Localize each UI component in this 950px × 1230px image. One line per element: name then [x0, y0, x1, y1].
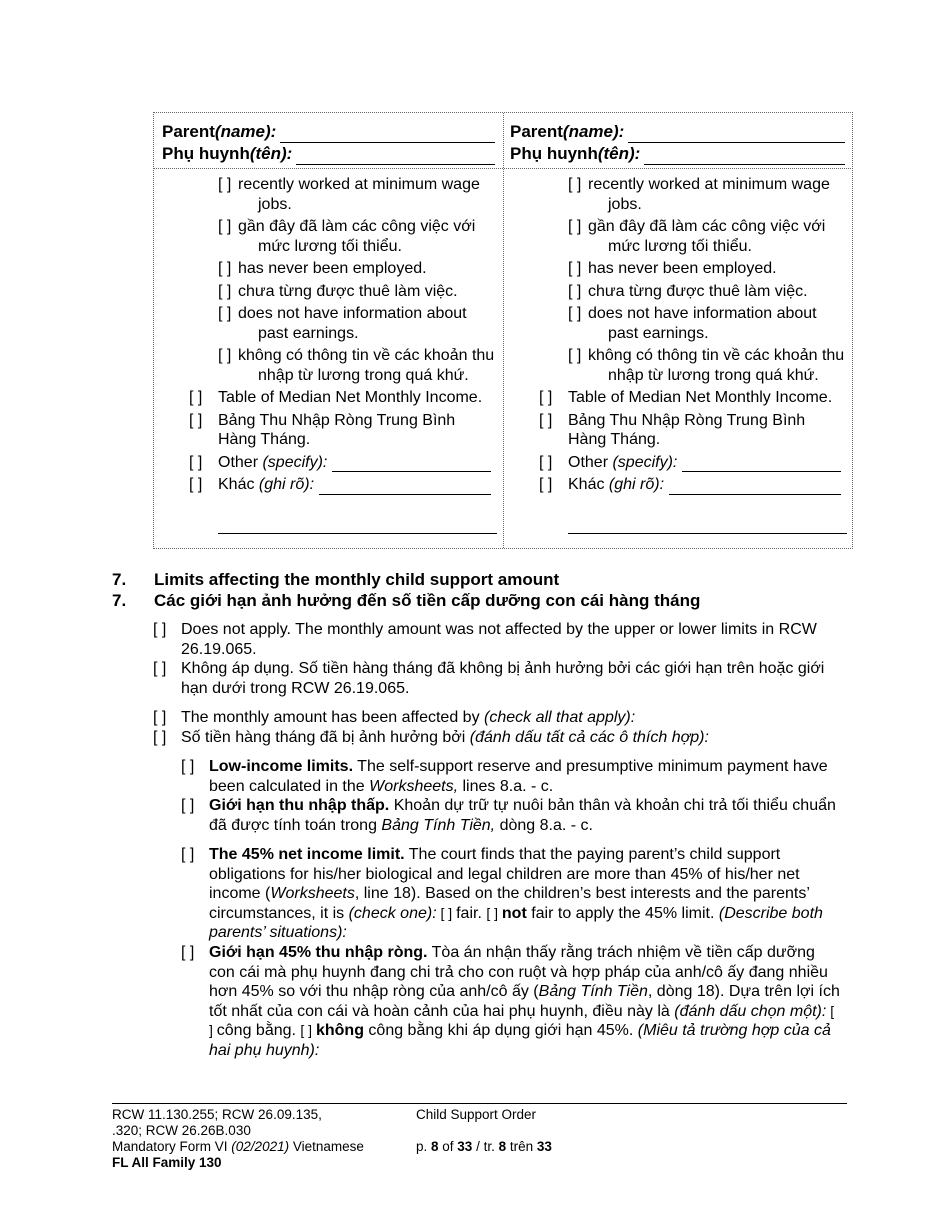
option-text: không có thông tin về các khoản thu nhập từ lương trong quá khứ. [588, 347, 845, 384]
other-spec: (specify): [612, 453, 678, 471]
option-text: Số tiền hàng tháng đã bị ảnh hưởng bởi [181, 729, 470, 746]
option-ref: Bảng Tính Tiền [538, 983, 648, 1000]
parent-column-1 [154, 113, 504, 548]
option-hint: (Miêu tả trường hợp của cả hai phụ huynh): [209, 1022, 831, 1059]
checkbox[interactable]: [ ] [568, 305, 582, 322]
parent-name-hint: (name): [214, 122, 277, 141]
checkbox[interactable]: [ ] [153, 621, 167, 638]
option-title: Giới hạn thu nhập thấp. [209, 797, 390, 814]
khac-field[interactable] [669, 478, 841, 495]
khac-label: Khác [218, 476, 255, 493]
checkbox[interactable]: [ ] [568, 218, 582, 235]
option-hint: (đánh dấu tất cả các ô thích hợp): [469, 729, 709, 746]
fair-checkbox[interactable]: [ ] [209, 1002, 835, 1038]
not-fair-checkbox[interactable]: [ ] [300, 1022, 316, 1038]
option-text: gần đây đã làm các công việc với mức lương tối thiểu. [238, 218, 476, 255]
low-income-option-vi [181, 796, 841, 835]
parent-header [154, 113, 503, 169]
form-id: FL All Family 130 [112, 1155, 222, 1170]
option-text: , line 18). Based on the children’s best interests and the parents’ circumstances, it is [209, 885, 810, 922]
option-hint: (đánh dấu chọn một): [674, 1002, 827, 1020]
option-text: recently worked at minimum wage jobs. [238, 176, 480, 213]
option-title: The 45% net income limit. [209, 846, 405, 863]
parent-name-field[interactable] [628, 125, 845, 143]
option-hint: (check one): [348, 904, 437, 922]
other-field[interactable] [332, 455, 491, 472]
option-text: has never been employed. [588, 260, 777, 277]
fair-checkbox[interactable]: [ ] [436, 904, 457, 921]
checkbox[interactable]: [ ] [218, 260, 232, 277]
option-text: The self-support reserve and presumptive minimum payment have been calculated in the [209, 758, 828, 795]
checkbox[interactable]: [ ] [181, 797, 195, 814]
option-ref: Bảng Tính Tiền, [381, 816, 496, 834]
phu-huynh-name-hint: (tên): [249, 144, 293, 163]
document-title: Child Support Order [416, 1107, 537, 1122]
checkbox[interactable]: [ ] [189, 411, 203, 429]
rcw-citation-line-1: RCW 11.130.255; RCW 26.09.135, [112, 1107, 322, 1122]
option-text: dòng 8.a. - c. [495, 816, 593, 834]
option-text: The monthly amount has been affected by [181, 709, 485, 726]
checkbox[interactable]: [ ] [568, 347, 582, 364]
khac-spec: (ghi rõ): [258, 476, 315, 493]
option-text: Khoản dự trữ tự nuôi bản thân và khoản chi trả tối thiểu chuẩn đã được tính toán trong [209, 797, 836, 834]
option-text: fair. [456, 904, 487, 922]
footer-divider [112, 1103, 847, 1104]
option-text: recently worked at minimum wage jobs. [588, 176, 830, 213]
parent-name-hint: (name): [562, 122, 625, 141]
parent-label: Parent [510, 122, 563, 141]
checkbox[interactable]: [ ] [153, 729, 167, 746]
checkbox[interactable]: [ ] [539, 453, 553, 471]
checkbox[interactable]: [ ] [568, 176, 582, 193]
page-indicator: p. 8 of 33 / tr. 8 trên 33 [416, 1139, 552, 1154]
option-text: chưa từng được thuê làm việc. [238, 282, 458, 300]
khac-label: Khác [568, 476, 605, 493]
checkbox[interactable]: [ ] [218, 282, 232, 300]
option-ref: Worksheets [270, 885, 355, 902]
not-fair-checkbox[interactable]: [ ] [486, 904, 502, 921]
checkbox[interactable]: [ ] [189, 476, 203, 493]
option-text: Does not apply. The monthly amount was not affected by the upper or lower limits in RCW 26.19.065. [181, 621, 817, 658]
low-income-option-en [181, 757, 841, 796]
checkbox[interactable]: [ ] [568, 282, 582, 300]
option-text: không có thông tin về các khoản thu nhập từ lương trong quá khứ. [238, 347, 495, 384]
checkbox[interactable]: [ ] [181, 846, 195, 863]
option-ref: Worksheets, [369, 777, 459, 795]
section-title-vi: Các giới hạn ảnh hưởng đến số tiền cấp dưỡng con cái hàng tháng [154, 591, 701, 610]
option-text: công bằng khi áp dụng giới hạn 45%. [363, 1022, 638, 1039]
option-title: Giới hạn 45% thu nhập ròng. [209, 944, 428, 961]
income-basis-table [153, 112, 853, 549]
option-text: gần đây đã làm các công việc với mức lương tối thiểu. [588, 218, 826, 255]
option-text: , dòng 18). Dựa trên lợi ích tốt nhất của con cái và hoàn cảnh của hai phụ huynh, điều này là [209, 983, 840, 1020]
phu-huynh-name-hint: (tên): [597, 144, 641, 163]
section-title-en: Limits affecting the monthly child support amount [154, 570, 560, 589]
not-apply-option-en [153, 620, 833, 659]
net-income-limit-option-vi [181, 943, 841, 1060]
option-text: Bảng Thu Nhập Ròng Trung Bình Hàng Tháng. [568, 411, 806, 448]
other-field[interactable] [682, 455, 841, 472]
affected-option-vi [153, 728, 833, 748]
checkbox[interactable]: [ ] [568, 260, 582, 277]
other-continuation-field[interactable] [218, 533, 497, 534]
parent-label: Parent [162, 122, 215, 141]
checkbox[interactable]: [ ] [218, 176, 232, 193]
option-text: does not have information about past earnings. [238, 305, 467, 342]
option-hint: (Describe both parents’ situations): [209, 904, 823, 941]
option-text: Table of Median Net Monthly Income. [568, 389, 833, 406]
option-text: Không áp dụng. Số tiền hàng tháng đã không bị ảnh hưởng bởi các giới hạn trên hoặc giới hạn dưới trong RCW 26.19.065. [181, 660, 825, 697]
rcw-citation-line-2: .320; RCW 26.26B.030 [112, 1123, 251, 1138]
parent-header [504, 113, 853, 169]
other-continuation-field[interactable] [568, 533, 847, 534]
option-text: lines 8.a. - c. [458, 777, 554, 795]
option-text: does not have information about past earnings. [588, 305, 817, 342]
checkbox[interactable]: [ ] [218, 218, 232, 235]
checkbox[interactable]: [ ] [189, 389, 203, 406]
option-text: has never been employed. [238, 260, 427, 277]
option-text: Tòa án nhận thấy rằng trách nhiệm về tiền cấp dưỡng con cái mà phụ huynh đang chi trả cho con ruột và hợp pháp của anh/cô ấy đang nhiều hơn 45% so với thu nhập ròng của anh/cô ấy ( [209, 944, 828, 1000]
option-title: Low-income limits. [209, 758, 354, 775]
checkbox[interactable]: [ ] [189, 453, 203, 471]
section-number: 7. [112, 591, 127, 610]
footer-center [416, 1107, 716, 1155]
option-text: Bảng Thu Nhập Ròng Trung Bình Hàng Tháng. [218, 411, 456, 448]
checkbox[interactable]: [ ] [539, 411, 553, 429]
option-emphasis: not [501, 904, 527, 922]
khac-spec: (ghi rõ): [608, 476, 665, 493]
option-hint: (check all that apply): [484, 709, 636, 726]
khac-field[interactable] [319, 478, 491, 495]
section-number: 7. [112, 570, 127, 589]
affected-option-en [153, 708, 833, 728]
checkbox[interactable]: [ ] [539, 476, 553, 493]
checkbox[interactable]: [ ] [181, 944, 195, 961]
checkbox[interactable]: [ ] [218, 305, 232, 322]
option-text: Table of Median Net Monthly Income. [218, 389, 483, 406]
phu-huynh-label: Phụ huynh [162, 144, 250, 163]
other-spec: (specify): [262, 453, 328, 471]
option-text: công bằng. [216, 1022, 301, 1039]
phu-huynh-label: Phụ huynh [510, 144, 598, 163]
option-text: chưa từng được thuê làm việc. [588, 282, 808, 300]
parent-name-field[interactable] [280, 125, 495, 143]
checkbox[interactable]: [ ] [181, 758, 195, 775]
checkbox[interactable]: [ ] [153, 660, 167, 677]
phu-huynh-name-field[interactable] [296, 147, 495, 165]
option-emphasis: không [315, 1022, 364, 1039]
checkbox[interactable]: [ ] [153, 709, 167, 726]
phu-huynh-name-field[interactable] [644, 147, 845, 165]
option-text: fair to apply the 45% limit. [526, 904, 719, 922]
parent-column-2 [504, 113, 853, 548]
checkbox[interactable]: [ ] [218, 347, 232, 364]
checkbox[interactable]: [ ] [539, 389, 553, 406]
other-label: Other [218, 453, 259, 471]
other-label: Other [568, 453, 609, 471]
option-text: The court finds that the paying parent’s child support obligations for his/her biological and legal children are more than 45% of his/her net income ( [209, 846, 800, 902]
net-income-limit-option-en [181, 845, 841, 943]
form-version: Mandatory Form VI (02/2021) Vietnamese [112, 1139, 364, 1154]
footer-left [112, 1107, 402, 1171]
not-apply-option-vi [153, 659, 833, 698]
